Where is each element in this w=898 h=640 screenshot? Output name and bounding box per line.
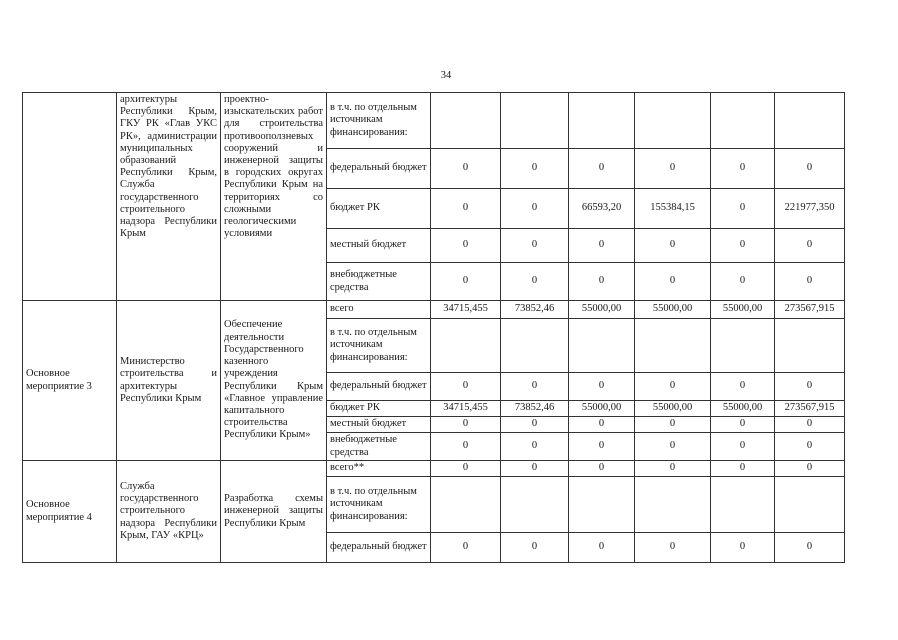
funding-source-label: внебюджетные средства: [327, 263, 431, 301]
funding-source-label: федеральный бюджет: [327, 373, 431, 401]
value-cell: 0: [711, 229, 775, 263]
funding-source-label: в т.ч. по отдельным источникам финансирования:: [327, 477, 431, 533]
value-cell: 0: [569, 417, 635, 433]
value-cell: 0: [501, 417, 569, 433]
value-cell: 55000,00: [569, 401, 635, 417]
measure-cell: Основное мероприятие 3: [23, 301, 117, 461]
value-cell: 0: [501, 533, 569, 563]
measure-cell: Основное мероприятие 4: [23, 461, 117, 563]
financing-table: [22, 92, 845, 563]
value-cell: 0: [431, 189, 501, 229]
value-cell: 0: [569, 149, 635, 189]
value-cell: 0: [431, 149, 501, 189]
funding-source-label: местный бюджет: [327, 229, 431, 263]
executors-cell: Служба государственного строительного надзора Республики Крым, ГАУ «КРЦ»: [117, 461, 221, 563]
value-cell: 0: [775, 533, 845, 563]
executors-cell: Министерство строительства и архитектуры Республики Крым: [117, 301, 221, 461]
value-cell: [635, 477, 711, 533]
value-cell: 0: [635, 149, 711, 189]
value-cell: 0: [569, 229, 635, 263]
funding-source-label: бюджет РК: [327, 189, 431, 229]
table-row: [23, 301, 845, 319]
value-cell: 0: [711, 373, 775, 401]
value-cell: 0: [501, 433, 569, 461]
value-cell: 0: [775, 263, 845, 301]
value-cell: 0: [635, 263, 711, 301]
value-cell: 0: [775, 149, 845, 189]
value-cell: [431, 477, 501, 533]
value-cell: 34715,455: [431, 301, 501, 319]
measure-cell: [23, 93, 117, 301]
value-cell: 0: [431, 229, 501, 263]
value-cell: 0: [635, 433, 711, 461]
value-cell: 0: [501, 263, 569, 301]
value-cell: [569, 319, 635, 373]
table-row: [23, 461, 845, 477]
value-cell: [569, 477, 635, 533]
funding-source-label: в т.ч. по отдельным источникам финансирования:: [327, 319, 431, 373]
funding-source-label: внебюджетные средства: [327, 433, 431, 461]
value-cell: 0: [635, 533, 711, 563]
value-cell: 55000,00: [635, 401, 711, 417]
page-number: 34: [440, 70, 452, 81]
value-cell: 0: [711, 189, 775, 229]
value-cell: 0: [431, 417, 501, 433]
value-cell: 0: [711, 533, 775, 563]
value-cell: 0: [501, 461, 569, 477]
value-cell: 155384,15: [635, 189, 711, 229]
funding-source-label: федеральный бюджет: [327, 533, 431, 563]
purpose-cell: Разработка схемы инженерной защиты Республики Крым: [221, 461, 327, 563]
value-cell: 0: [501, 189, 569, 229]
funding-source-label: местный бюджет: [327, 417, 431, 433]
purpose-cell: Обеспечение деятельности Государственного казенного учреждения Республики Крым «Главное управление капитального строительства Республики Крым»: [221, 301, 327, 461]
value-cell: 0: [775, 433, 845, 461]
value-cell: 0: [569, 373, 635, 401]
value-cell: 0: [711, 149, 775, 189]
value-cell: 0: [501, 149, 569, 189]
value-cell: 0: [775, 417, 845, 433]
value-cell: 66593,20: [569, 189, 635, 229]
value-cell: [711, 477, 775, 533]
value-cell: 0: [711, 417, 775, 433]
executors-cell: архитектуры Республики Крым, ГКУ РК «Глав УКС РК», администрации муниципальных образований Республики Крым, Служба государственного строительного надзора Республики Крым: [117, 93, 221, 301]
value-cell: 55000,00: [711, 401, 775, 417]
value-cell: [431, 319, 501, 373]
value-cell: 0: [431, 461, 501, 477]
value-cell: 0: [711, 461, 775, 477]
value-cell: 273567,915: [775, 301, 845, 319]
value-cell: 0: [569, 533, 635, 563]
value-cell: [635, 93, 711, 149]
value-cell: [711, 319, 775, 373]
value-cell: [501, 319, 569, 373]
value-cell: 0: [569, 433, 635, 461]
value-cell: 0: [501, 373, 569, 401]
value-cell: 55000,00: [635, 301, 711, 319]
value-cell: 0: [569, 263, 635, 301]
value-cell: 73852,46: [501, 401, 569, 417]
value-cell: 55000,00: [569, 301, 635, 319]
value-cell: 0: [431, 533, 501, 563]
value-cell: 0: [775, 461, 845, 477]
value-cell: 273567,915: [775, 401, 845, 417]
value-cell: [501, 93, 569, 149]
value-cell: 55000,00: [711, 301, 775, 319]
funding-source-label: бюджет РК: [327, 401, 431, 417]
value-cell: [775, 477, 845, 533]
funding-source-label: всего: [327, 301, 431, 319]
value-cell: 221977,350: [775, 189, 845, 229]
value-cell: [501, 477, 569, 533]
value-cell: 0: [431, 263, 501, 301]
table-row: [23, 93, 845, 149]
value-cell: 73852,46: [501, 301, 569, 319]
value-cell: 0: [501, 229, 569, 263]
value-cell: 0: [775, 373, 845, 401]
value-cell: [635, 319, 711, 373]
value-cell: 0: [711, 263, 775, 301]
funding-source-label: в т.ч. по отдельным источникам финансирования:: [327, 93, 431, 149]
value-cell: 0: [635, 229, 711, 263]
value-cell: 0: [431, 373, 501, 401]
value-cell: 0: [711, 433, 775, 461]
value-cell: 0: [775, 229, 845, 263]
value-cell: 0: [635, 461, 711, 477]
value-cell: 0: [635, 373, 711, 401]
value-cell: [775, 319, 845, 373]
value-cell: 0: [635, 417, 711, 433]
value-cell: [569, 93, 635, 149]
value-cell: 0: [569, 461, 635, 477]
purpose-cell: проектно-изыскательских работ для строительства противооползневых сооружений и инженерной защиты в городских округах Республики Крым на территориях со сложными геологическими условиями: [221, 93, 327, 301]
value-cell: 34715,455: [431, 401, 501, 417]
funding-source-label: всего**: [327, 461, 431, 477]
value-cell: [775, 93, 845, 149]
value-cell: [711, 93, 775, 149]
funding-source-label: федеральный бюджет: [327, 149, 431, 189]
value-cell: [431, 93, 501, 149]
value-cell: 0: [431, 433, 501, 461]
